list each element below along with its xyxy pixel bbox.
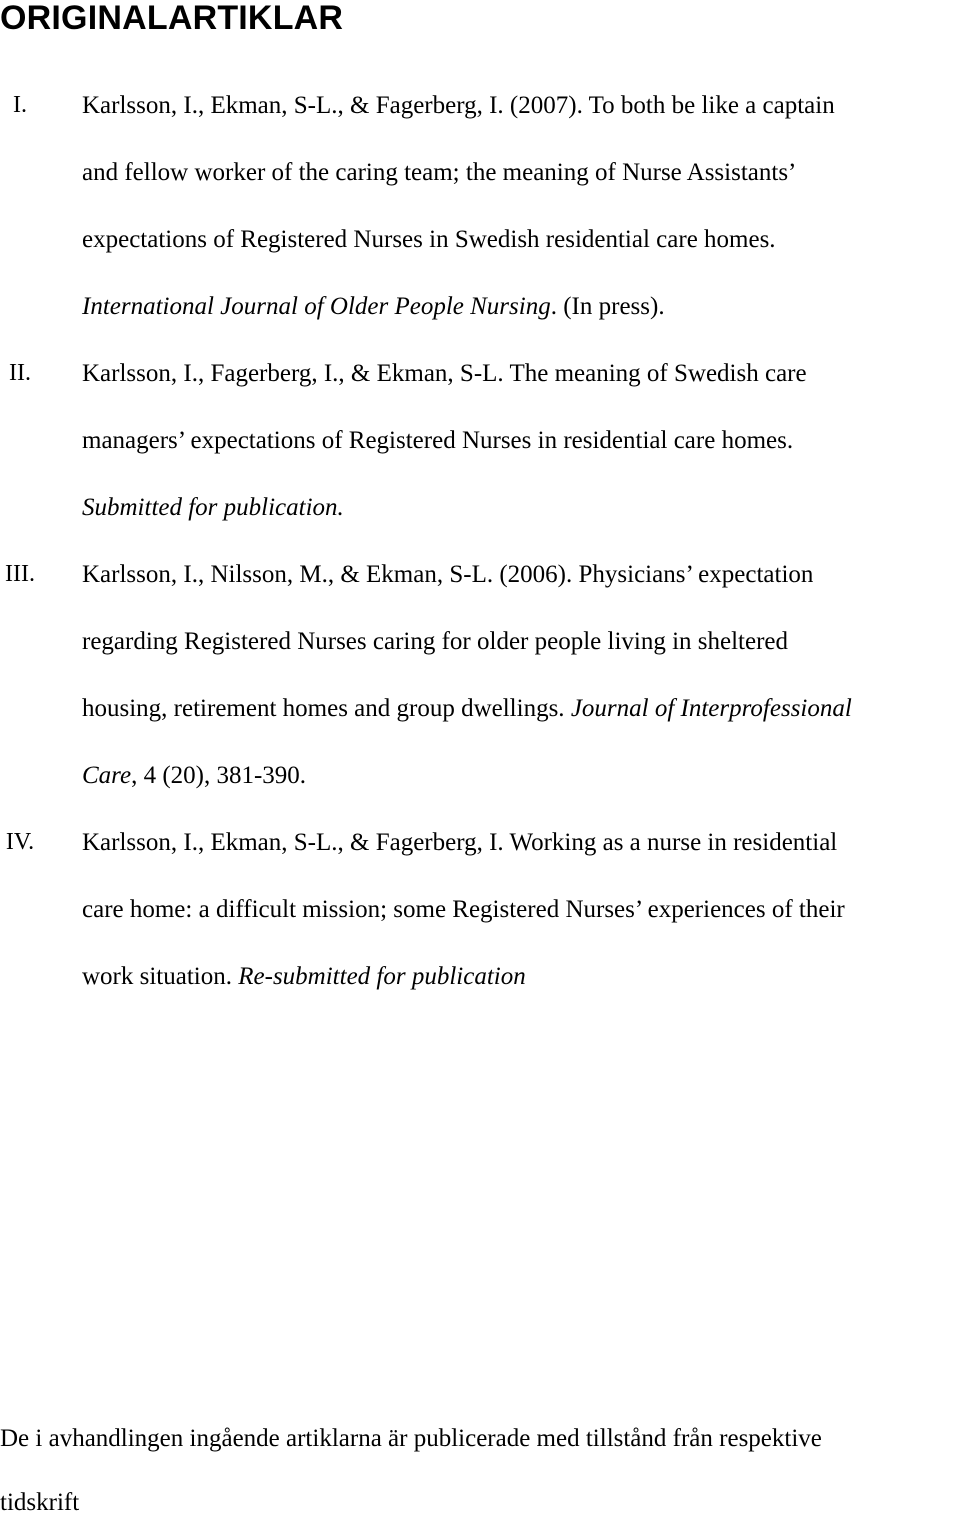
article-numeral: IV. (5, 829, 35, 855)
article-item-1 (0, 72, 960, 340)
article-citation (82, 72, 960, 340)
citation-line: housing, retirement homes and group dwellings. Journal of Interprofessional (82, 695, 852, 722)
permission-note (0, 1407, 960, 1535)
citation-line: International Journal of Older People Nursing. (In press). (82, 293, 665, 320)
article-citation (82, 340, 960, 541)
article-numeral: I. (13, 92, 27, 118)
permission-note-line: De i avhandlingen ingående artiklarna är publicerade med tillstånd från respektive (0, 1425, 822, 1452)
citation-line: expectations of Registered Nurses in Swedish residential care homes. (82, 226, 776, 253)
citation-line: regarding Registered Nurses caring for older people living in sheltered (82, 628, 789, 655)
article-citation (82, 541, 960, 809)
permission-note-line: tidskrift (0, 1489, 80, 1516)
article-numeral: III. (5, 561, 35, 587)
journal-title: Care (82, 762, 132, 789)
citation-line: Karlsson, I., Ekman, S-L., & Fagerberg, I. Working as a nurse in residential (82, 829, 838, 856)
citation-line: and fellow worker of the caring team; the meaning of Nurse Assistants’ (82, 159, 797, 186)
article-item-4 (0, 809, 960, 1010)
citation-line: managers’ expectations of Registered Nurses in residential care homes. (82, 427, 794, 454)
publication-status: Submitted for publication. (82, 494, 344, 521)
article-citation (82, 809, 960, 1010)
citation-line: Karlsson, I., Nilsson, M., & Ekman, S-L. (2006). Physicians’ expectation (82, 561, 814, 588)
article-item-3 (0, 541, 960, 809)
citation-line: Karlsson, I., Fagerberg, I., & Ekman, S-L. The meaning of Swedish care (82, 360, 807, 387)
page-title: ORIGINALARTIKLAR (0, 0, 344, 37)
publication-status: Re-submitted for publication (238, 963, 526, 990)
article-list (0, 72, 960, 1010)
citation-line: Care, 4 (20), 381-390. (82, 762, 307, 789)
article-item-2 (0, 340, 960, 541)
citation-line: care home: a difficult mission; some Registered Nurses’ experiences of their (82, 896, 845, 923)
article-numeral: II. (9, 360, 31, 386)
citation-line (82, 474, 960, 541)
journal-title: Journal of Interprofessional (570, 695, 852, 722)
journal-title: International Journal of Older People Nursing (82, 293, 551, 320)
citation-line: work situation. Re-submitted for publication (82, 963, 526, 990)
citation-line: Karlsson, I., Ekman, S-L., & Fagerberg, I. (2007). To both be like a captain (82, 92, 835, 119)
